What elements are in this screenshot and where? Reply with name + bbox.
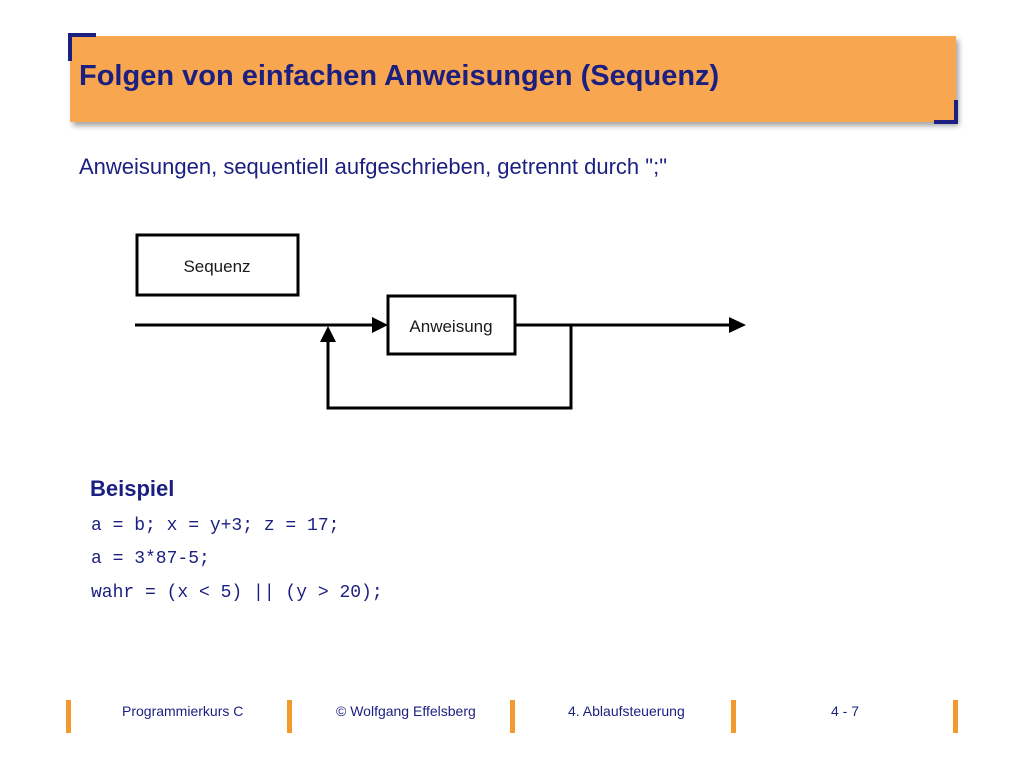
footer-page-number: 4 - 7 <box>831 703 860 719</box>
sequenz-box-label: Sequenz <box>183 257 251 276</box>
footer-course: Programmierkurs C <box>122 703 244 719</box>
footer-divider-3 <box>510 700 515 733</box>
footer-divider-5 <box>953 700 958 733</box>
arrow-head-loop <box>320 326 336 342</box>
anweisung-box-label: Anweisung <box>409 317 493 336</box>
arrow-head-into-box <box>372 317 388 333</box>
arrow-head-exit <box>729 317 746 333</box>
code-line-2: a = 3*87-5; <box>91 549 210 569</box>
footer-divider-1 <box>66 700 71 733</box>
example-heading: Beispiel <box>90 476 175 501</box>
footer-author: © Wolfgang Effelsberg <box>336 703 476 719</box>
footer-chapter: 4. Ablaufsteuerung <box>568 703 685 719</box>
footer-divider-4 <box>731 700 736 733</box>
slide-title: Folgen von einfachen Anweisungen (Sequenz) <box>79 60 720 92</box>
footer-divider-2 <box>287 700 292 733</box>
slide-subtitle: Anweisungen, sequentiell aufgeschrieben, getrennt durch ";" <box>79 154 668 179</box>
code-line-3: wahr = (x < 5) || (y > 20); <box>91 583 383 603</box>
code-line-1: a = b; x = y+3; z = 17; <box>91 516 340 536</box>
